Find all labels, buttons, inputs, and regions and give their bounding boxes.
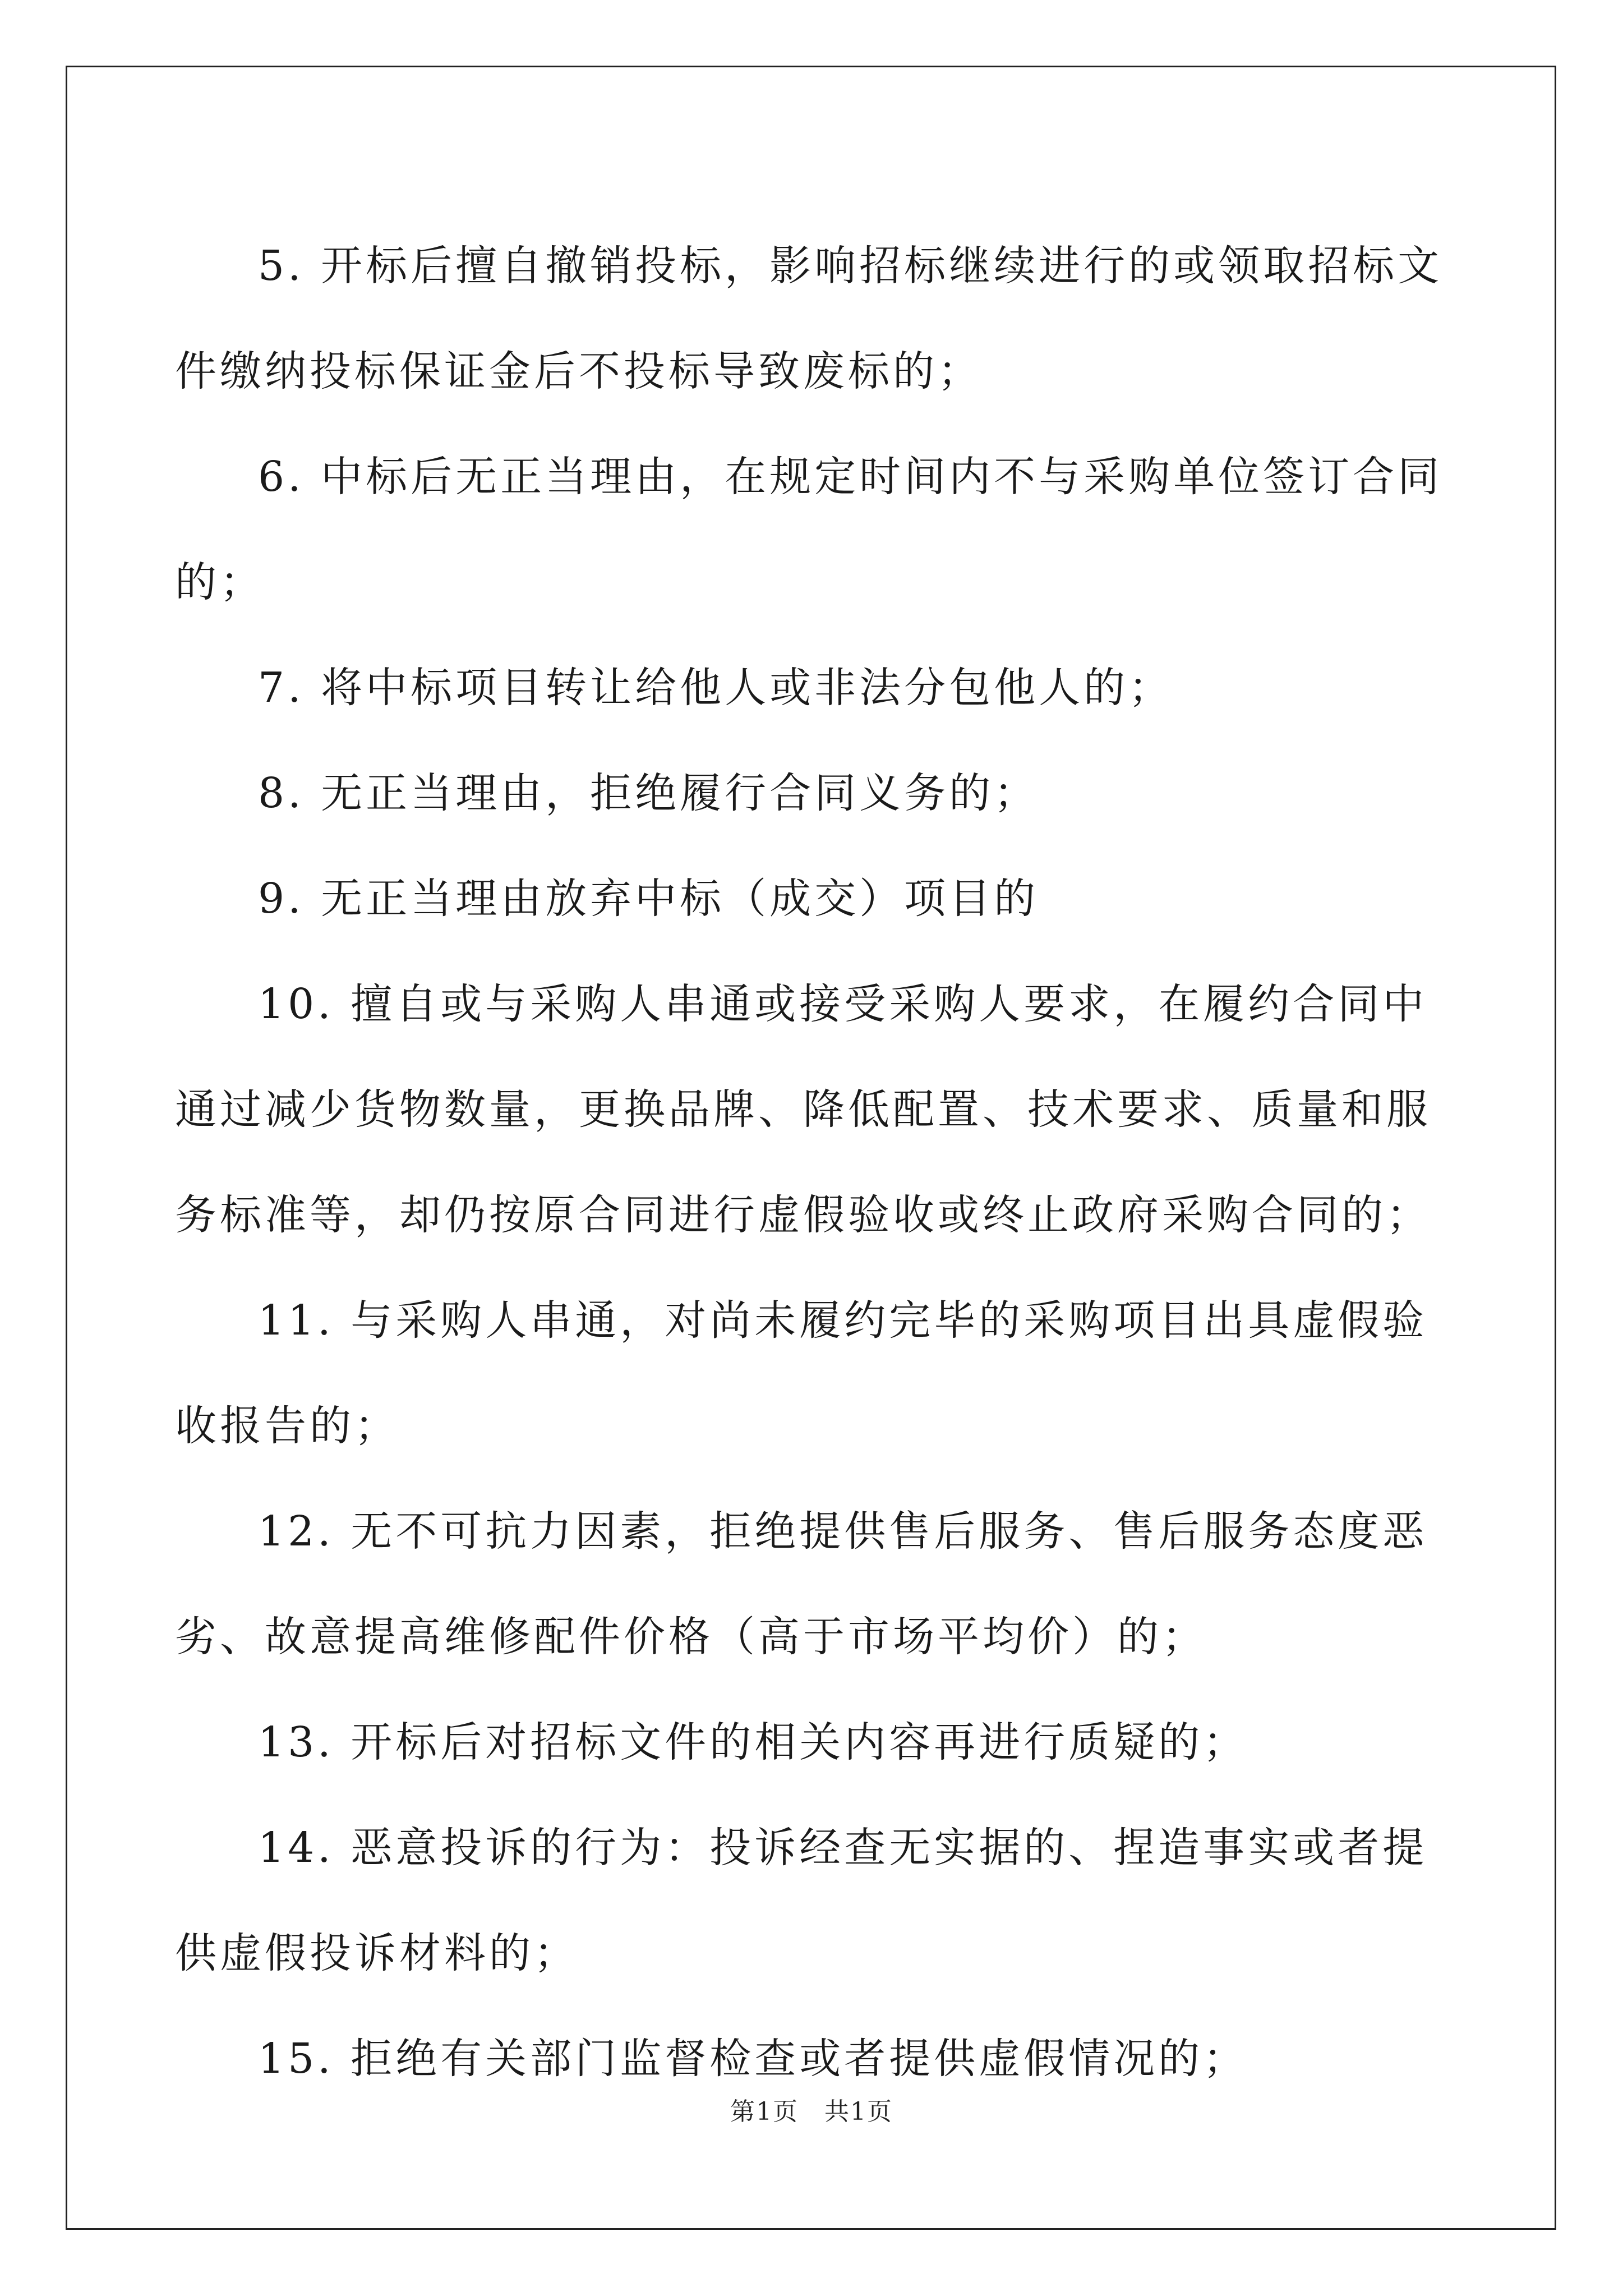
list-item: 9. 无正当理由放弃中标（成交）项目的: [258, 875, 1039, 923]
list-item: 14. 恶意投诉的行为：投诉经查无实据的、捏造事实或者提供虚假投诉材料的；: [175, 1824, 1428, 1977]
list-item: 13. 开标后对招标文件的相关内容再进行质疑的；: [258, 1718, 1248, 1766]
list-item: 6. 中标后无正当理由，在规定时间内不与采购单位签订合同的；: [175, 453, 1443, 606]
list-item: 11. 与采购人串通，对尚未履约完毕的采购项目出具虚假验收报告的；: [175, 1296, 1428, 1450]
list-item: 12. 无不可抗力因素，拒绝提供售后服务、售后服务态度恶劣、故意提高维修配件价格（高于市场平均价）的；: [175, 1507, 1428, 1661]
list-item: 8. 无正当理由，拒绝履行合同义务的；: [258, 769, 1039, 817]
page-number-footer: 第1页 共1页: [730, 2097, 893, 2126]
list-item: 10. 擅自或与采购人串通或接受采购人要求，在履约合同中通过减少货物数量，更换品牌、降低配置、技术要求、质量和服务标准等，却仍按原合同进行虚假验收或终止政府采购合同的；: [175, 980, 1431, 1239]
list-item: 15. 拒绝有关部门监督检查或者提供虚假情况的；: [258, 2035, 1248, 2083]
list-item: 5. 开标后擅自撤销投标，影响招标继续进行的或领取招标文件缴纳投标保证金后不投标导致废标的；: [175, 242, 1443, 395]
list-item: 7. 将中标项目转让给他人或非法分包他人的；: [258, 664, 1174, 712]
document-body: [175, 213, 1448, 2111]
